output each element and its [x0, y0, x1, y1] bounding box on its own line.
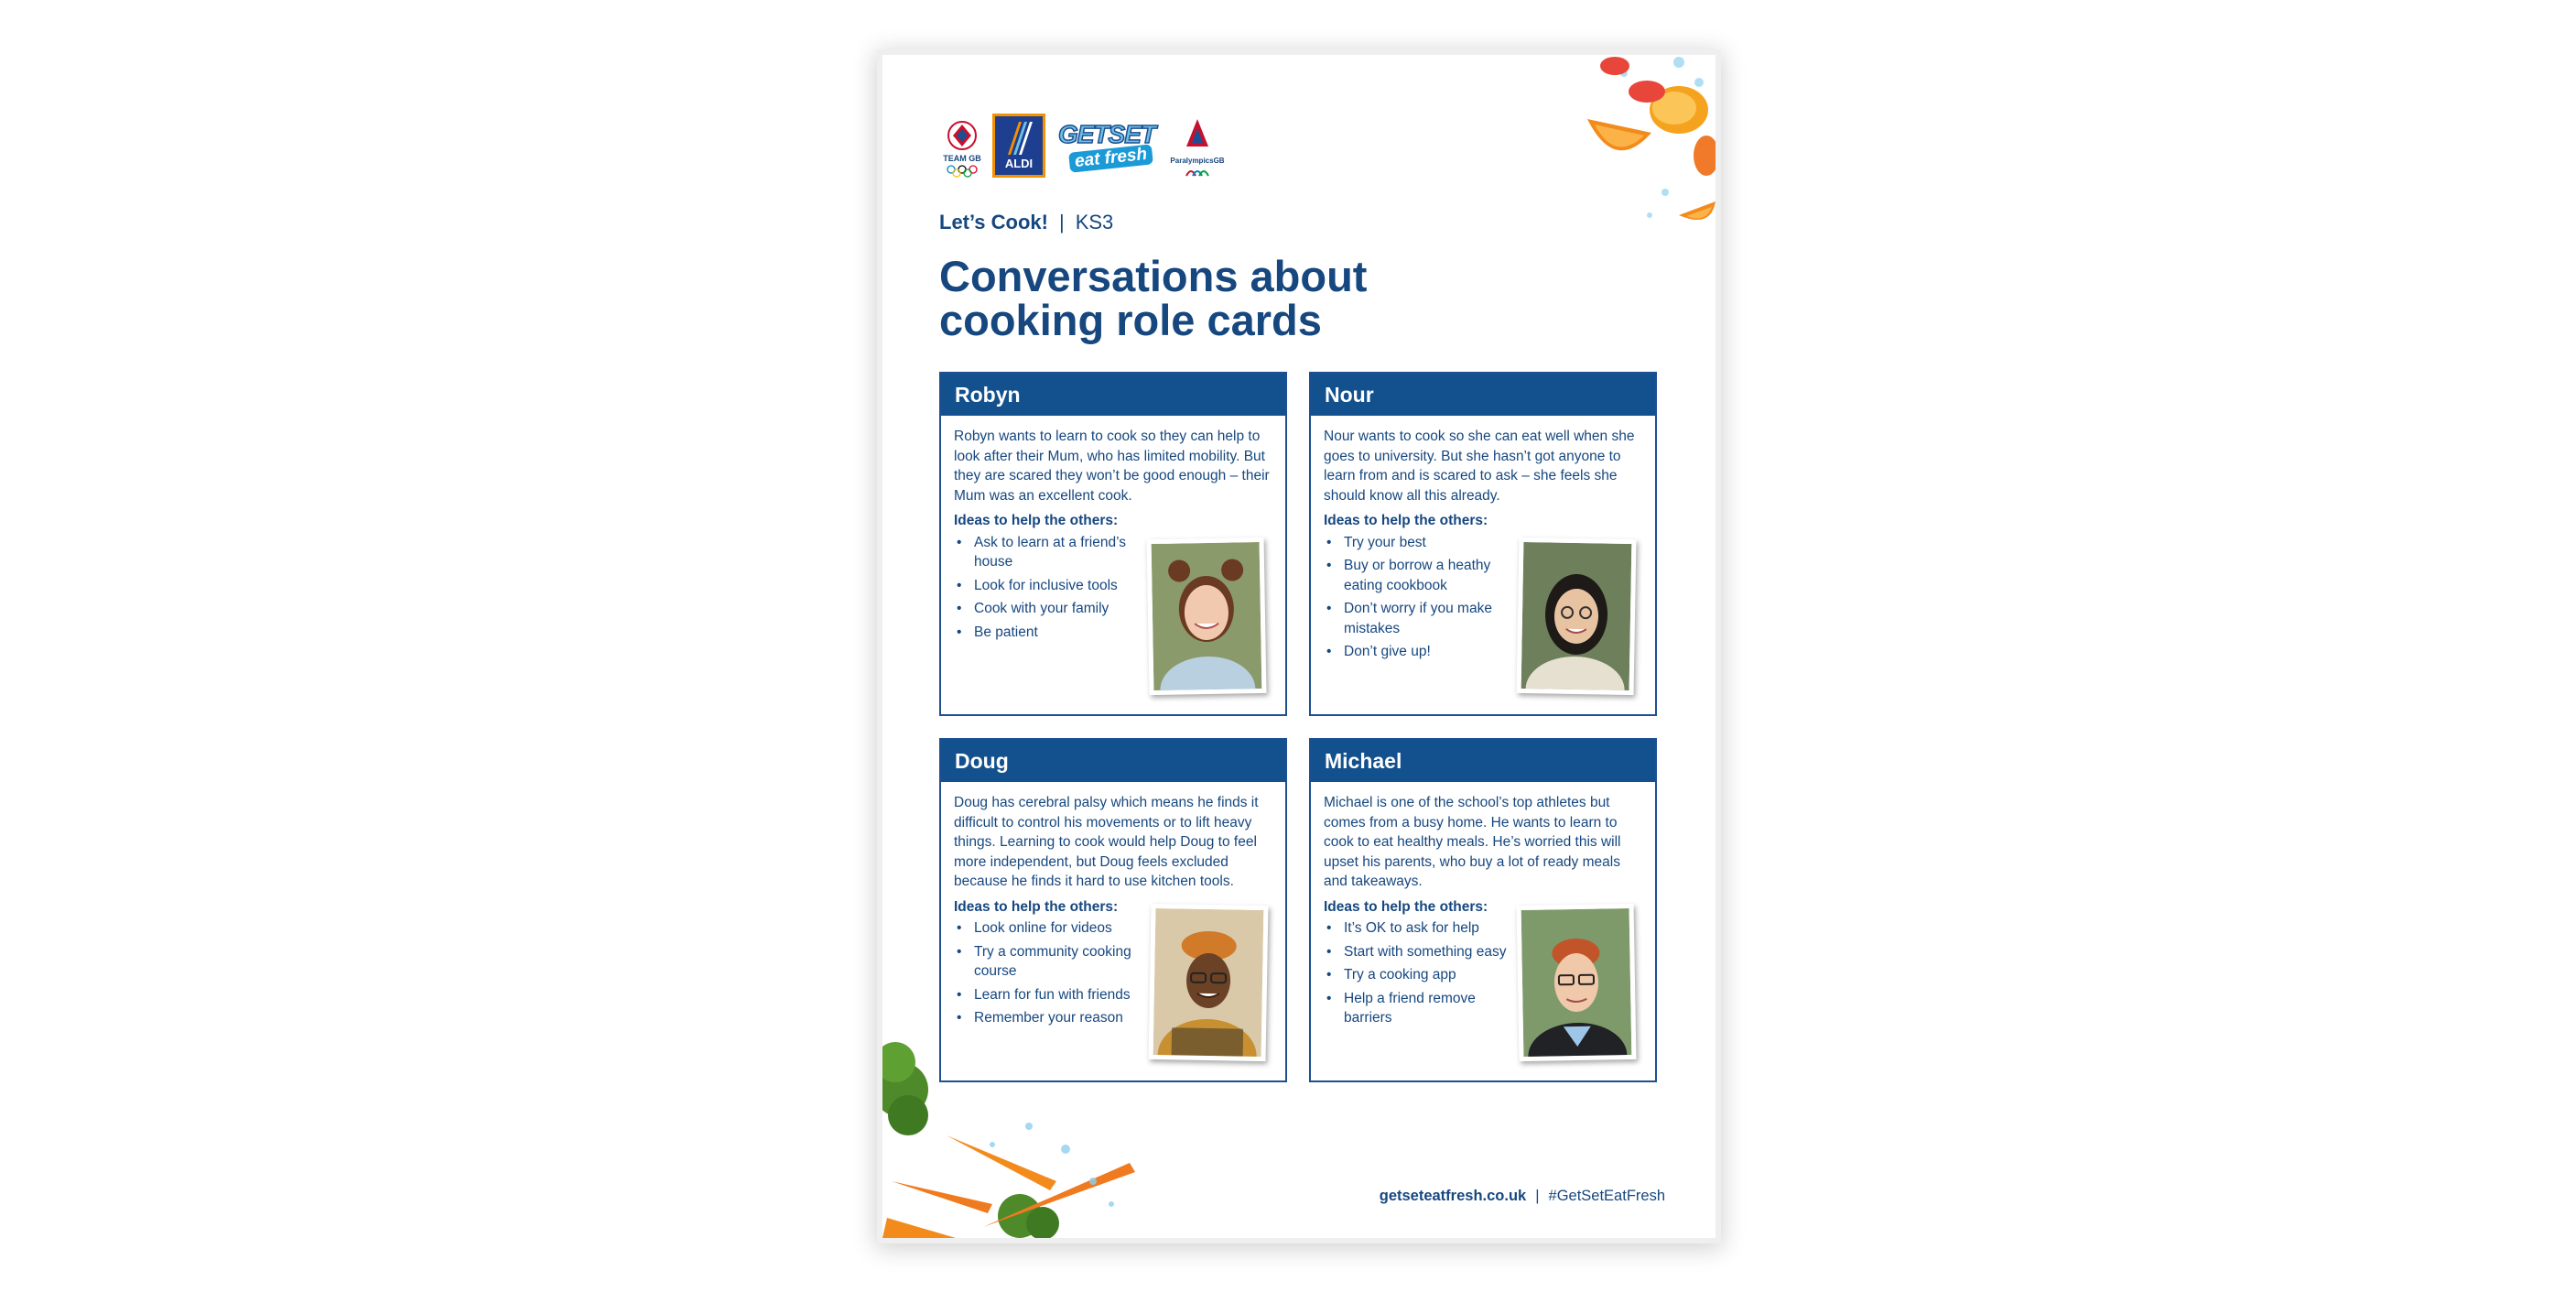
card-name: Doug: [941, 740, 1285, 782]
nour-photo: [1517, 537, 1637, 695]
kicker-separator: |: [1058, 211, 1065, 233]
robyn-photo: [1147, 537, 1267, 695]
team-gb-logo: TEAM GB: [939, 119, 985, 183]
footer-separator: |: [1535, 1188, 1540, 1204]
idea-item: • Try a cooking app: [1324, 965, 1511, 985]
role-card-doug: [939, 738, 1287, 1082]
idea-item: • Remember your reason: [954, 1008, 1142, 1028]
idea-item: • Don’t give up!: [1324, 642, 1511, 662]
page-title: [939, 252, 1488, 344]
footer: [1380, 1188, 1665, 1205]
paralympics-gb-logo: ParalympicsGB: [1168, 115, 1227, 189]
key-stage-label: KS3: [1075, 211, 1114, 233]
idea-item: • Try a community cooking course: [954, 942, 1142, 982]
title-line-1: Conversations about: [939, 252, 1368, 300]
idea-item: • Don’t worry if you make mistakes: [1324, 599, 1511, 638]
agitos-icon: [1184, 165, 1211, 179]
ideas-heading: Ideas to help the others:: [954, 513, 1119, 528]
kicker-line: [939, 211, 1113, 234]
ideas-list: [954, 918, 1142, 1028]
aldi-stripes-icon: [1002, 122, 1035, 155]
idea-item: • Learn for fun with friends: [954, 985, 1142, 1005]
portrait-image: [1521, 542, 1632, 690]
title-line-2: cooking role cards: [939, 296, 1322, 344]
ideas-heading: Ideas to help the others:: [954, 898, 1119, 915]
idea-item: • Try your best: [1324, 533, 1511, 553]
portrait-image: [1152, 542, 1262, 690]
lion-icon: [946, 119, 979, 152]
idea-item: • Look online for videos: [954, 918, 1142, 939]
card-name: Michael: [1311, 740, 1655, 782]
hashtag: #GetSetEatFresh: [1548, 1188, 1665, 1204]
idea-item: • It’s OK to ask for help: [1324, 918, 1511, 939]
worksheet-page: [882, 55, 1716, 1238]
card-description: Doug has cerebral palsy which means he finds it difficult to control his movements or to lift heavy things. Learning to cook would help Doug to feel more independent, but Doug feels excluded because he finds it hard to use kitchen tools.: [954, 795, 1259, 889]
idea-item: • Be patient: [954, 623, 1142, 643]
ideas-list: [954, 533, 1142, 643]
idea-item: • Ask to learn at a friend’s house: [954, 533, 1142, 572]
michael-photo: [1517, 904, 1637, 1061]
idea-item: • Cook with your family: [954, 599, 1142, 619]
ideas-heading: Ideas to help the others:: [1324, 513, 1488, 528]
aldi-logo: ALDI: [992, 114, 1045, 178]
olympic-rings-icon: [945, 165, 980, 178]
idea-item: • Start with something easy: [1324, 942, 1511, 962]
website-link[interactable]: getseteatfresh.co.uk: [1379, 1188, 1527, 1204]
card-description: Michael is one of the school’s top athletes but comes from a busy home. He wants to learn to cook to eat healthy meals. He’s worried this will upset his parents, who buy a lot of ready meals and takeaways.: [1324, 795, 1621, 889]
portrait-image: [1153, 908, 1264, 1057]
portrait-image: [1521, 908, 1632, 1057]
card-name: Nour: [1311, 374, 1655, 416]
ideas-list: [1324, 533, 1511, 662]
idea-item: • Look for inclusive tools: [954, 576, 1142, 596]
idea-item: • Buy or borrow a heathy eating cookbook: [1324, 556, 1511, 595]
paralympics-lion-icon: [1179, 115, 1216, 152]
role-card-nour: [1309, 372, 1657, 716]
kicker-label: Let’s Cook!: [939, 211, 1048, 233]
card-name: Robyn: [941, 374, 1285, 416]
get-set-eat-fresh-logo: GETSET eat fresh: [1058, 120, 1156, 172]
doug-photo: [1149, 904, 1269, 1061]
ideas-heading: Ideas to help the others:: [1324, 898, 1488, 915]
ideas-list: [1324, 918, 1511, 1028]
card-description: Nour wants to cook so she can eat well when she goes to university. But she hasn’t got anyone to learn from and is scared to ask – she feels she should know all this already.: [1324, 429, 1635, 504]
fruit-splash-decoration: [1487, 55, 1716, 247]
idea-item: • Help a friend remove barriers: [1324, 989, 1511, 1028]
role-card-robyn: [939, 372, 1287, 716]
card-description: Robyn wants to learn to cook so they can help to look after their Mum, who has limited mobility. But they are scared they won’t be good enough – their Mum was an excellent cook.: [954, 429, 1270, 504]
role-card-michael: [1309, 738, 1657, 1082]
